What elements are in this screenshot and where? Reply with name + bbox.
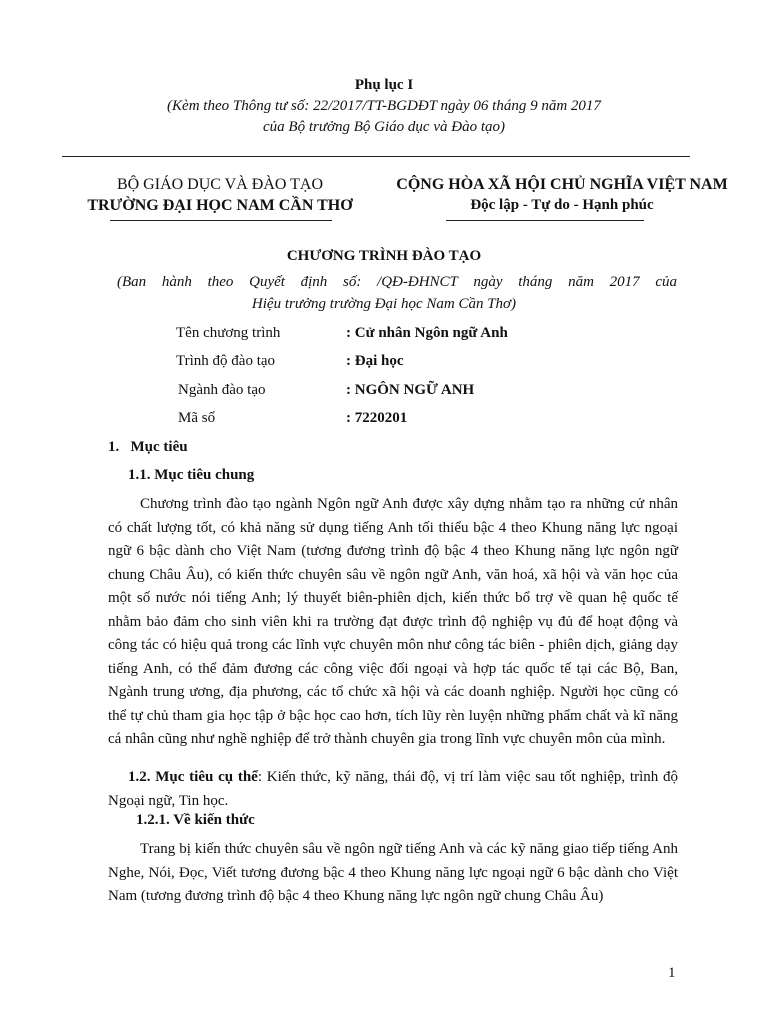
university-name: TRƯỜNG ĐẠI HỌC NAM CẦN THƠ <box>87 197 353 214</box>
ministry-name: BỘ GIÁO DỤC VÀ ĐÀO TẠO <box>116 176 324 193</box>
appendix-title: Phụ lục I <box>354 77 414 93</box>
program-title: CHƯƠNG TRÌNH ĐÀO TẠO <box>286 248 482 264</box>
section-1-2-1-heading: 1.2.1. Về kiến thức <box>136 812 255 828</box>
info-value-major: : NGÔN NGỮ ANH <box>346 382 475 398</box>
header-divider <box>62 156 690 157</box>
motto: Độc lập - Tự do - Hạnh phúc <box>470 197 654 213</box>
university-underline <box>110 220 332 221</box>
info-label-code: Mã số <box>178 410 216 426</box>
appendix-line-1: (Kèm theo Thông tư số: 22/2017/TT-BGDĐT ngày 06 tháng 9 năm 2017 <box>167 98 601 114</box>
info-value-program: : Cử nhân Ngôn ngữ Anh <box>346 325 508 341</box>
section-1-2-heading: 1.2. Mục tiêu cụ thể <box>128 769 258 785</box>
info-label-major: Ngành đào tạo <box>178 382 266 398</box>
info-value-level: : Đại học <box>346 353 404 369</box>
section-1-2-paragraph: 1.2. Mục tiêu cụ thể: Kiến thức, kỹ năng, thái độ, vị trí làm việc sau tốt nghiệp, trình độ Ngoại ngữ, Tin học. <box>108 769 678 809</box>
page-number: 1 <box>668 965 676 981</box>
issuance-line-2: Hiệu trưởng trường Đại học Nam Cần Thơ) <box>251 296 517 312</box>
section-1-heading: 1. Mục tiêu <box>108 439 188 455</box>
motto-underline <box>446 220 644 221</box>
section-1-1-paragraph: Chương trình đào tạo ngành Ngôn ngữ Anh được xây dựng nhằm tạo ra những cử nhân có chất lượng tốt, có khả năng sử dụng tiếng Anh tối thiểu bậc 4 theo Khung năng lực ngoại ngữ 6 bậc dành cho Việt Nam (tương đương trình độ bậc 4 theo Khung năng lực ngôn ngữ chung Châu Âu), có kiến thức chuyên sâu về ngôn ngữ Anh, văn hoá, xã hội và văn học của một số nước nói tiếng Anh; lý thuyết biên-phiên dịch, kiến thức bổ trợ về quan hệ quốc tế nhằm bảo đảm cho sinh viên khi ra trường đạt được trình độ nghiệp vụ đủ để hoạt động và công tác có hiệu quả trong các lĩnh vực chuyên môn như công tác biên - phiên dịch, giảng dạy tiếng Anh, có thể đảm đương các công việc đối ngoại và hợp tác quốc tế tại các Bộ, Ban, Ngành trung ương, địa phương, các tổ chức xã hội và các doanh nghiệp. Người học cũng có thể tự chủ tham gia học tập ở bậc học cao hơn, tích lũy rèn luyện những phẩm chất và kĩ năng cá nhân cũng như nghề nghiệp để trở thành chuyên gia trong lĩnh vực chuyên môn của mình. <box>108 496 678 747</box>
section-1-1-heading: 1.1. Mục tiêu chung <box>128 467 255 483</box>
issuance-line-1: (Ban hành theo Quyết định số: /QĐ-ĐHNCT ngày tháng năm 2017 của <box>117 274 677 290</box>
info-value-code: : 7220201 <box>346 410 408 426</box>
appendix-line-2: của Bộ trưởng Bộ Giáo dục và Đào tạo) <box>263 119 505 135</box>
info-label-program: Tên chương trình <box>176 325 281 341</box>
info-label-level: Trình độ đào tạo <box>176 353 276 369</box>
section-1-2-1-paragraph: Trang bị kiến thức chuyên sâu về ngôn ngữ tiếng Anh và các kỹ năng giao tiếp tiếng Anh Nghe, Nói, Đọc, Viết tương đương bậc 4 theo Khung năng lực ngoại ngữ 6 bậc dành cho Việt Nam (tương đương trình độ bậc 4 theo Khung năng lực ngôn ngữ chung Châu Âu) <box>108 841 678 904</box>
country-name: CỘNG HÒA XÃ HỘI CHỦ NGHĨA VIỆT NAM <box>396 176 728 193</box>
